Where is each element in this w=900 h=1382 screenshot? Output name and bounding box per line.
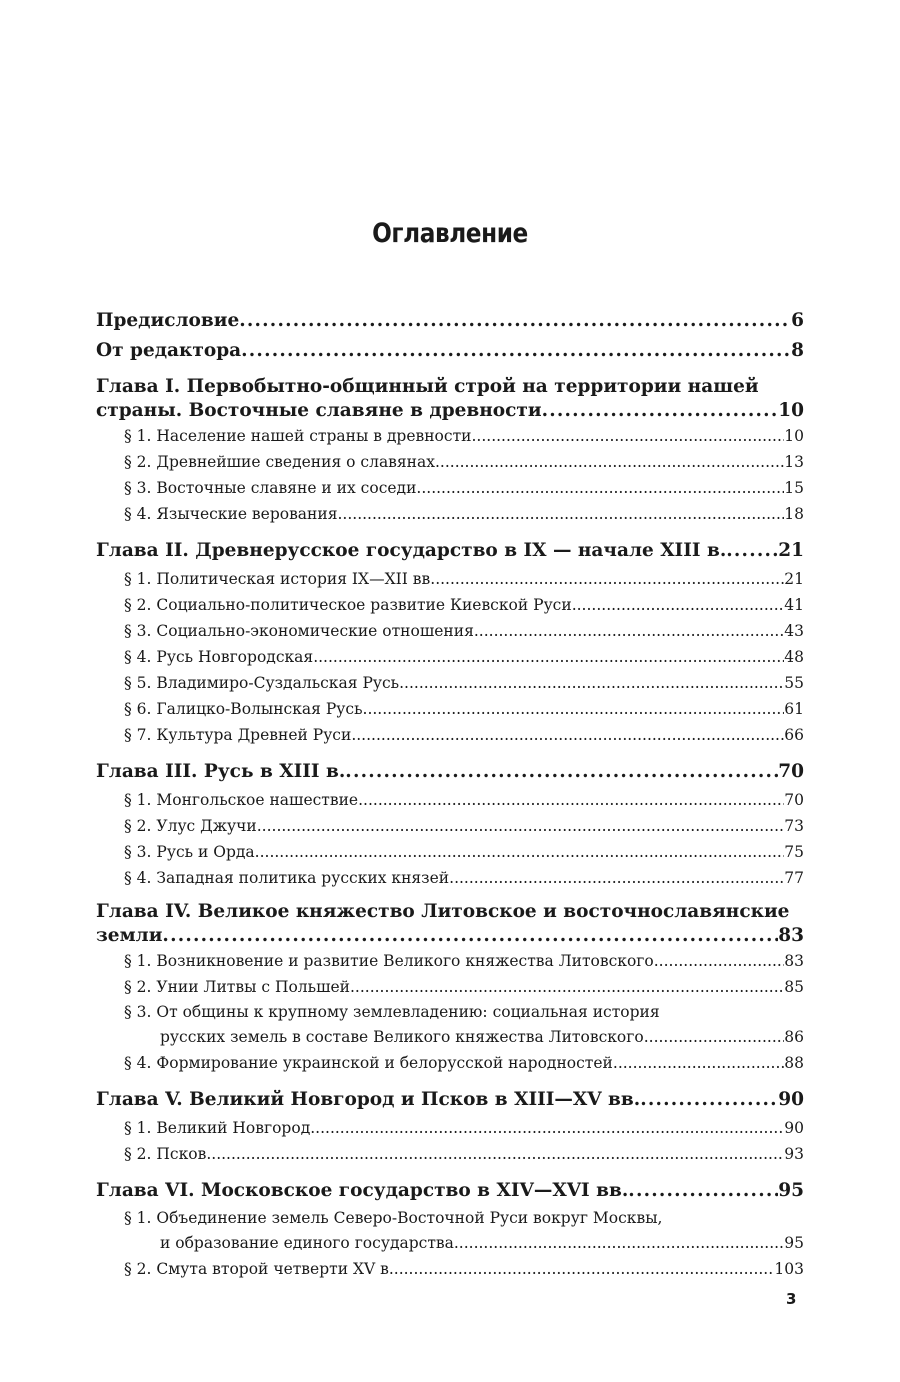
toc-entry-title: От редактора	[96, 340, 242, 361]
dot-leader	[239, 306, 791, 336]
toc-section-entry[interactable]	[96, 839, 804, 865]
dot-leader	[394, 1256, 775, 1282]
toc-section-entry[interactable]	[96, 1141, 804, 1167]
dot-leader	[572, 592, 785, 618]
page-number: 3	[786, 1290, 797, 1308]
toc-page-number: 61	[784, 700, 804, 718]
toc-page-number: 95	[784, 1234, 804, 1252]
chapter-separator	[96, 1076, 804, 1085]
toc-page-number: 70	[778, 761, 804, 782]
toc-chapter-entry[interactable]	[96, 1085, 804, 1115]
dot-leader	[542, 399, 779, 423]
toc-section-entry[interactable]	[96, 696, 804, 722]
toc-section-entry[interactable]	[96, 566, 804, 592]
dot-leader	[206, 1141, 784, 1167]
toc-chapter-entry[interactable]	[96, 900, 804, 948]
toc-section-entry[interactable]	[96, 592, 804, 618]
toc-page-number: 73	[784, 817, 804, 835]
table-of-contents	[96, 306, 804, 1282]
toc-entry-title: § 1. Политическая история IX—XII вв.	[124, 570, 436, 588]
toc-section-entry[interactable]	[96, 813, 804, 839]
toc-entry-title: Глава V. Великий Новгород и Псков в XIII—XV вв.	[96, 1089, 641, 1110]
toc-chapter-entry[interactable]	[96, 306, 804, 336]
toc-entry-title: § 1. Возникновение и развитие Великого княжества Литовского	[124, 952, 654, 970]
toc-page-number: 77	[784, 869, 804, 887]
dot-leader	[351, 722, 784, 748]
toc-entry-title: § 2. Унии Литвы с Польшей	[124, 978, 350, 996]
toc-section-entry[interactable]	[96, 1000, 804, 1050]
toc-page-number: 66	[784, 726, 804, 744]
dot-leader	[416, 475, 784, 501]
dot-leader	[726, 536, 778, 566]
toc-section-entry[interactable]	[96, 1256, 804, 1282]
toc-entry-title: § 1. Великий Новгород	[124, 1119, 311, 1137]
toc-page-number: 86	[784, 1028, 804, 1046]
toc-entry-title: § 3. Русь и Орда	[124, 843, 255, 861]
toc-page-number: 90	[784, 1119, 804, 1137]
dot-leader	[644, 1024, 785, 1050]
toc-page-number: 90	[778, 1089, 804, 1110]
toc-section-entry[interactable]	[96, 670, 804, 696]
toc-entry-title: § 4. Языческие верования	[124, 505, 338, 523]
toc-page-number: 41	[784, 596, 804, 614]
toc-entry-title: § 3. Восточные славяне и их соседи	[124, 479, 417, 497]
toc-section-entry[interactable]	[96, 974, 804, 1000]
toc-page-number: 6	[791, 310, 804, 331]
toc-entry-title: страны. Восточные славяне в древности	[96, 400, 542, 421]
toc-entry-title: Глава III. Русь в XIII в.	[96, 761, 346, 782]
dot-leader	[313, 644, 784, 670]
toc-entry-title: § 2. Псков	[124, 1145, 207, 1163]
toc-entry-title: § 2. Улус Джучи	[124, 817, 257, 835]
toc-entry-title: § 5. Владимиро-Суздальская Русь	[124, 674, 400, 692]
toc-page-number: 13	[784, 453, 804, 471]
toc-entry-title: § 1. Монгольское нашествие	[124, 791, 359, 809]
dot-leader	[257, 813, 785, 839]
toc-section-entry[interactable]	[96, 865, 804, 891]
toc-page-number: 10	[784, 427, 804, 445]
dot-leader	[628, 1176, 778, 1206]
toc-entry-title: и образование единого государства	[160, 1234, 454, 1252]
toc-entry-title: § 2. Смута второй четверти XV в.	[124, 1260, 394, 1278]
toc-page-number: 8	[791, 340, 804, 361]
toc-entry-title: § 4. Русь Новгородская	[124, 648, 314, 666]
chapter-separator	[96, 366, 804, 375]
toc-entry-title: § 4. Западная политика русских князей	[124, 869, 450, 887]
toc-entry-title: § 6. Галицко-Волынская Русь	[124, 700, 363, 718]
toc-entry-title: § 4. Формирование украинской и белорусской народностей	[124, 1054, 613, 1072]
dot-leader	[654, 948, 785, 974]
toc-entry-title: Глава VI. Московское государство в XIV—XVI вв.	[96, 1180, 629, 1201]
chapter-separator	[96, 891, 804, 900]
toc-page-number: 88	[784, 1054, 804, 1072]
toc-chapter-entry[interactable]	[96, 336, 804, 366]
dot-leader	[350, 974, 784, 1000]
dot-leader	[399, 670, 784, 696]
toc-entry-title: Глава I. Первобытно-общинный строй на территории нашей	[96, 376, 759, 397]
dot-leader	[337, 501, 784, 527]
chapter-separator	[96, 748, 804, 757]
toc-section-entry[interactable]	[96, 722, 804, 748]
toc-page-number: 85	[784, 978, 804, 996]
dot-leader	[449, 865, 784, 891]
dot-leader	[241, 336, 791, 366]
toc-section-entry[interactable]	[96, 501, 804, 527]
dot-leader	[162, 924, 778, 948]
dot-leader	[613, 1050, 784, 1076]
toc-page-number: 18	[784, 505, 804, 523]
toc-chapter-entry[interactable]	[96, 536, 804, 566]
toc-page-number: 43	[784, 622, 804, 640]
toc-section-entry[interactable]	[96, 787, 804, 813]
toc-chapter-entry[interactable]	[96, 757, 804, 787]
dot-leader	[435, 566, 784, 592]
toc-section-entry[interactable]	[96, 948, 804, 974]
toc-page-number: 48	[784, 648, 804, 666]
toc-page-number: 21	[778, 540, 804, 561]
toc-entry-title: русских земель в составе Великого княжества Литовского	[160, 1028, 644, 1046]
toc-section-entry[interactable]	[96, 1206, 804, 1256]
toc-page-number: 83	[784, 952, 804, 970]
dot-leader	[310, 1115, 784, 1141]
toc-entry-title: земли	[96, 925, 163, 946]
toc-entry-title: § 3. От общины к крупному землевладению: социальная история	[124, 1003, 660, 1021]
toc-page-number: 93	[784, 1145, 804, 1163]
toc-entry-title: § 1. Объединение земель Северо-Восточной Руси вокруг Москвы,	[124, 1209, 663, 1227]
toc-entry-title: § 3. Социально-экономические отношения	[124, 622, 474, 640]
toc-entry-title: § 7. Культура Древней Руси	[124, 726, 352, 744]
dot-leader	[454, 1230, 784, 1256]
chapter-separator	[96, 527, 804, 536]
toc-section-entry[interactable]	[96, 618, 804, 644]
page-title: Оглавление	[372, 218, 528, 249]
toc-section-entry[interactable]	[96, 644, 804, 670]
toc-entry-title: § 2. Социально-политическое развитие Киевской Руси	[124, 596, 572, 614]
toc-section-entry[interactable]	[96, 1115, 804, 1141]
dot-leader	[474, 618, 784, 644]
dot-leader	[255, 839, 785, 865]
toc-section-entry[interactable]	[96, 449, 804, 475]
toc-page-number: 55	[784, 674, 804, 692]
toc-page-number: 70	[784, 791, 804, 809]
toc-entry-title: Глава IV. Великое княжество Литовское и восточнославянские	[96, 901, 790, 922]
toc-section-entry[interactable]	[96, 1050, 804, 1076]
toc-entry-title: § 1. Население нашей страны в древности	[124, 427, 472, 445]
toc-page-number: 75	[784, 843, 804, 861]
dot-leader	[363, 696, 785, 722]
toc-chapter-entry[interactable]	[96, 375, 804, 423]
toc-page-number: 103	[774, 1260, 804, 1278]
toc-page-number: 21	[784, 570, 804, 588]
toc-page-number: 10	[778, 400, 804, 421]
toc-page-number: 15	[784, 479, 804, 497]
dot-leader	[358, 787, 784, 813]
dot-leader	[471, 423, 784, 449]
toc-section-entry[interactable]	[96, 423, 804, 449]
toc-page-number: 83	[778, 925, 804, 946]
toc-entry-title: Глава II. Древнерусское государство в IX — начале XIII в.	[96, 540, 727, 561]
toc-entry-title: § 2. Древнейшие сведения о славянах	[124, 453, 435, 471]
toc-entry-title: Предисловие	[96, 310, 240, 331]
toc-page-number: 95	[778, 1180, 804, 1201]
toc-section-entry[interactable]	[96, 475, 804, 501]
toc-chapter-entry[interactable]	[96, 1176, 804, 1206]
chapter-separator	[96, 1167, 804, 1176]
dot-leader	[435, 449, 784, 475]
dot-leader	[640, 1085, 778, 1115]
dot-leader	[345, 757, 778, 787]
